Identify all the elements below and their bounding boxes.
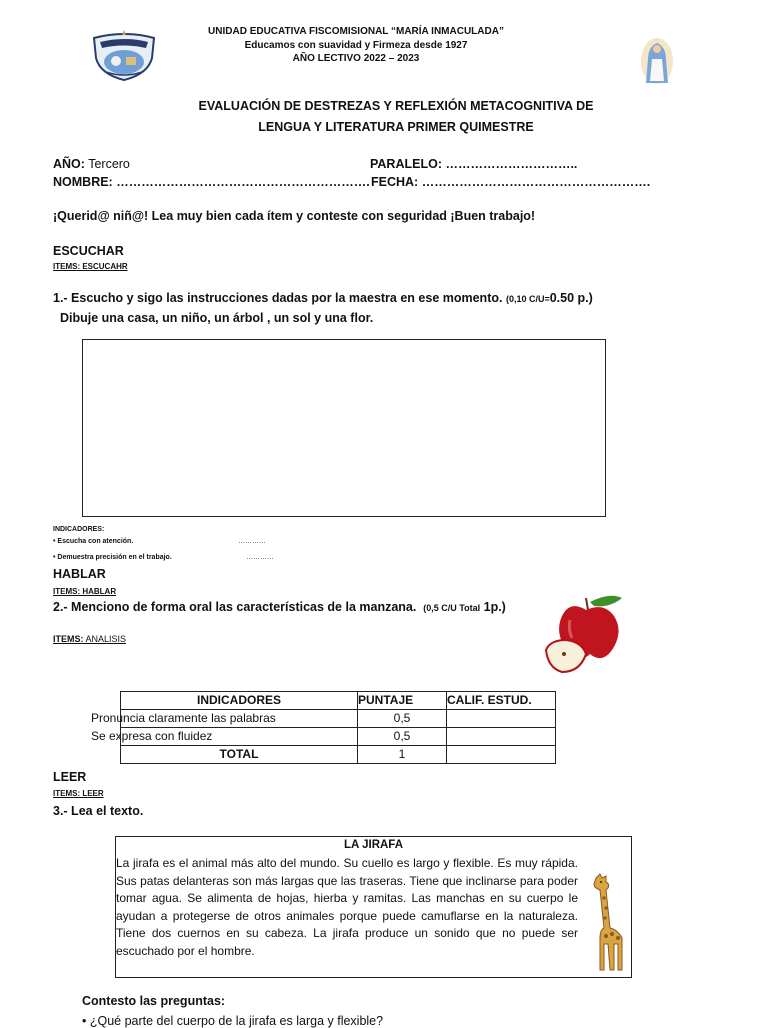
question-2-score-small: (0,5 C/U Total	[423, 603, 481, 613]
question-2-text: 2.- Menciono de forma oral las características de la manzana.	[53, 600, 417, 614]
question-2	[53, 600, 506, 614]
score-cell[interactable]	[447, 728, 556, 746]
date-field: FECHA: ……………………………………………….	[371, 175, 651, 189]
reading-text: La jirafa es el animal más alto del mundo. Su cuello es largo y flexible. Es muy rápida. Sus patas delanteras son más largas que las traseras. Tiene que inclinarse para poder tomar agua. Se alimenta de hojas, hierba y ramitas. Las manchas en su cuerpo le ayudan a protegerse de otros animales porque puede camuflarse en la naturaleza. Tiene dos cuernos en su cabeza. La jirafa produce un sonido que no puede ser escuchado por el hombre.	[116, 856, 578, 958]
apple-image	[540, 588, 630, 674]
question-1-score: 0.50 p.)	[549, 291, 593, 305]
table-cell: 0,5	[358, 710, 447, 728]
table-header-row	[121, 692, 556, 710]
question-3: 3.- Lea el texto.	[53, 804, 144, 818]
grade-field: AÑO: Tercero	[53, 157, 130, 171]
table-cell: Se expresa con fluidez	[121, 728, 358, 746]
question-1-instruction: Dibuje una casa, un niño, un árbol , un sol y una flor.	[60, 311, 374, 325]
section-leer: LEER	[53, 770, 87, 784]
table-row	[121, 710, 556, 728]
table-cell: TOTAL	[121, 746, 358, 764]
items-hablar-label: ITEMS: HABLAR	[53, 587, 117, 596]
table-header-cell: INDICADORES	[121, 692, 358, 710]
score-cell[interactable]	[447, 710, 556, 728]
table-cell: 1	[358, 746, 447, 764]
table-row	[121, 746, 556, 764]
rubric-table	[91, 691, 556, 764]
table-cell: Pronuncia claramente las palabras	[121, 710, 358, 728]
section-hablar: HABLAR	[53, 567, 106, 581]
score-cell[interactable]	[447, 746, 556, 764]
exam-title-line1: EVALUACIÓN DE DESTREZAS Y REFLEXIÓN METACOGNITIVA DE	[198, 99, 594, 113]
indicator-1-dots: …………	[238, 538, 266, 545]
question-1	[53, 291, 593, 305]
reading-title: LA JIRAFA	[344, 839, 403, 851]
table-header-cell: CALIF. ESTUD.	[447, 692, 556, 710]
question-1-score-small: (0,10 C/U=	[505, 294, 550, 304]
exam-title-line2: LENGUA Y LITERATURA PRIMER QUIMESTRE	[258, 120, 534, 134]
school-name: UNIDAD EDUCATIVA FISCOMISIONAL “MARÍA INMACULADA”	[208, 26, 504, 37]
drawing-area[interactable]	[82, 339, 606, 517]
indicator-1: • Escucha con atención.	[53, 538, 134, 545]
items-leer-label: ITEMS: LEER	[53, 789, 104, 798]
indicator-2-dots: …………	[246, 554, 274, 561]
items-analysis-label: ITEMS: ANALISIS	[53, 634, 127, 644]
giraffe-image	[588, 872, 630, 974]
indicators-label: INDICADORES:	[53, 526, 105, 533]
indicator-2: • Demuestra precisión en el trabajo.	[53, 554, 172, 561]
school-motto: Educamos con suavidad y Firmeza desde 1927	[244, 40, 468, 51]
section-field: PARALELO: …………………………..	[370, 157, 578, 171]
table-header-cell: PUNTAJE	[358, 692, 447, 710]
question-2-score: 1p.)	[483, 600, 506, 614]
grade-value: Tercero	[84, 157, 130, 171]
name-field: NOMBRE: …………………………………………………….	[53, 175, 370, 189]
comprehension-question-1: • ¿Qué parte del cuerpo de la jirafa es larga y flexible?	[82, 1014, 384, 1028]
question-1-text: 1.- Escucho y sigo las instrucciones dadas por la maestra en ese momento.	[53, 291, 503, 305]
table-row	[121, 728, 556, 746]
items-escuchar-label: ITEMS: ESCUCAHR	[53, 262, 128, 271]
greeting: ¡Querid@ niñ@! Lea muy bien cada ítem y conteste con seguridad ¡Buen trabajo!	[53, 209, 536, 223]
reading-box	[115, 836, 632, 978]
school-year: AÑO LECTIVO 2022 – 2023	[292, 53, 420, 64]
section-escuchar: ESCUCHAR	[53, 244, 124, 258]
answer-heading: Contesto las preguntas:	[82, 994, 226, 1008]
table-cell: 0,5	[358, 728, 447, 746]
